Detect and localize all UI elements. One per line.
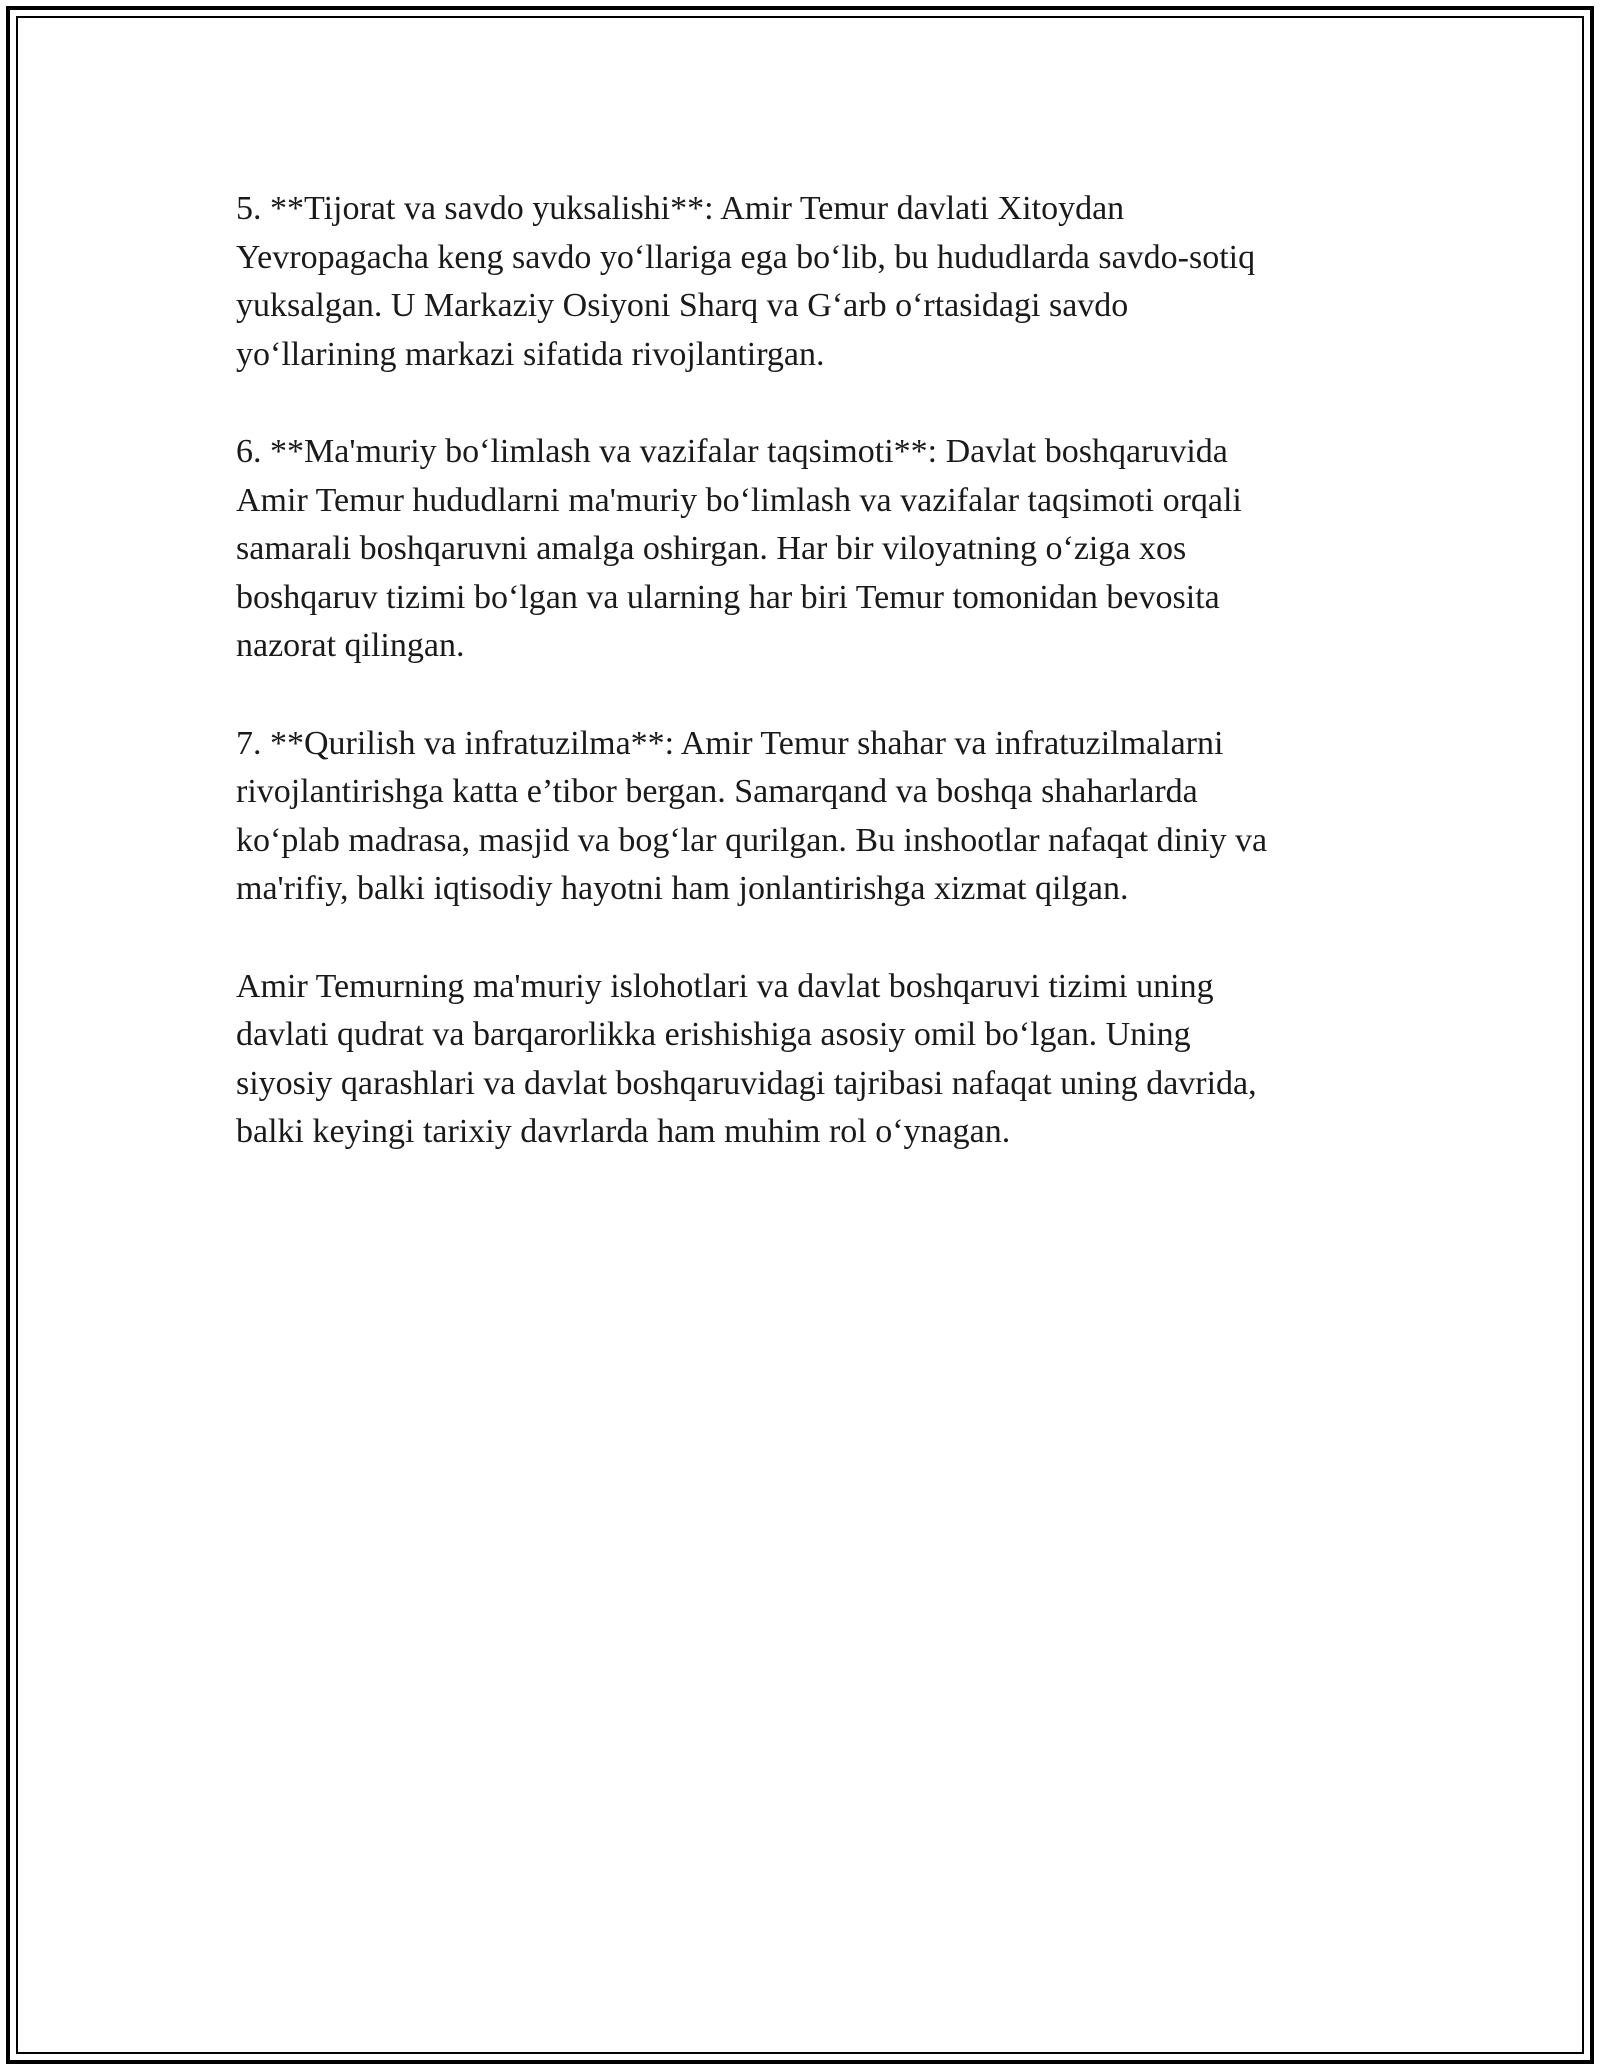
text-line: Amir Temur hududlarni ma'muriy bo‘limlash va vazifalar taqsimoti orqali [236, 481, 1242, 519]
text-line: samarali boshqaruvni amalga oshirgan. Har bir viloyatning o‘ziga xos [236, 530, 1187, 568]
text-line: 7. **Qurilish va infratuzilma**: Amir Temur shahar va infratuzilmalarni [236, 724, 1224, 762]
text-line: boshqaruv tizimi bo‘lgan va ularning har biri Temur tomonidan bevosita [236, 578, 1220, 616]
text-line: yuksalgan. U Markaziy Osiyoni Sharq va G‘arb o‘rtasidagi savdo [236, 287, 1129, 325]
document-body [236, 185, 1366, 1205]
paragraph-conclusion [236, 963, 1366, 1157]
paragraph-construction [236, 720, 1366, 914]
paragraph-administration [236, 428, 1366, 671]
text-line: Amir Temurning ma'muriy islohotlari va davlat boshqaruvi tizimi uning [236, 967, 1214, 1005]
text-line: 5. **Tijorat va savdo yuksalishi**: Amir Temur davlati Xitoydan [236, 190, 1125, 227]
text-line: ko‘plab madrasa, masjid va bog‘lar qurilgan. Bu inshootlar nafaqat diniy va [236, 821, 1268, 859]
text-line: davlati qudrat va barqarorlikka erishishiga asosiy omil bo‘lgan. Uning [236, 1016, 1191, 1054]
paragraph-trade [236, 185, 1366, 379]
text-line: balki keyingi tarixiy davrlarda ham muhim rol o‘ynagan. [236, 1113, 1011, 1151]
text-line: nazorat qilingan. [236, 627, 465, 665]
text-line: 6. **Ma'muriy bo‘limlash va vazifalar taqsimoti**: Davlat boshqaruvida [236, 432, 1228, 470]
text-line: yo‘llarining markazi sifatida rivojlantirgan. [236, 335, 825, 373]
text-line: siyosiy qarashlari va davlat boshqaruvidagi tajribasi nafaqat uning davrida, [236, 1064, 1257, 1102]
text-line: rivojlantirishga katta e’tibor bergan. Samarqand va boshqa shaharlarda [236, 773, 1198, 811]
text-line: Yevropagacha keng savdo yo‘llariga ega bo‘lib, bu hududlarda savdo-sotiq [236, 238, 1256, 276]
text-line: ma'rifiy, balki iqtisodiy hayotni ham jonlantirishga xizmat qilgan. [236, 870, 1129, 908]
